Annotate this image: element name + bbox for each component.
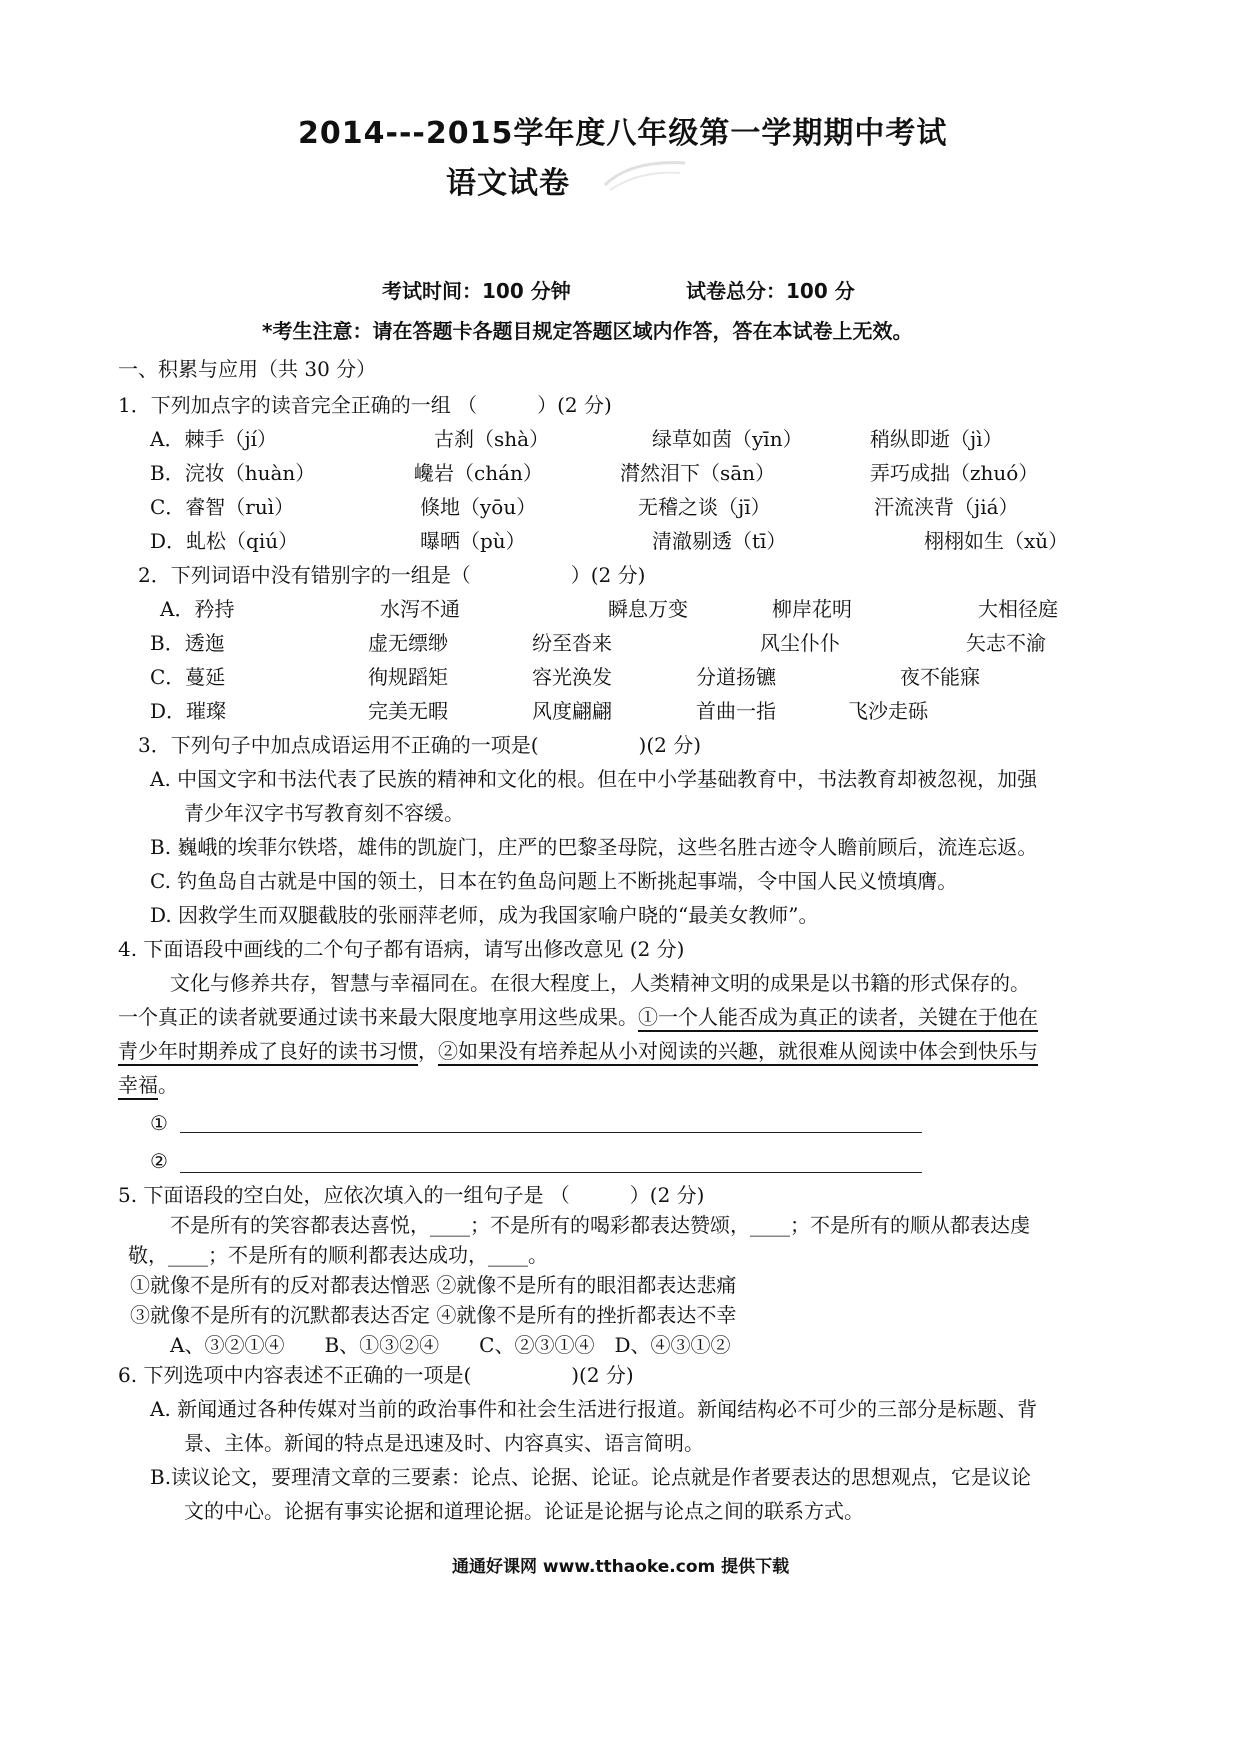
q2-option: 完美无暇 xyxy=(368,699,448,723)
question-1-stem: 1．下列加点字的读音完全正确的一组 （ ）(2 分) xyxy=(118,393,612,417)
q5-passage-line-2: 敬，____；不是所有的顺利都表达成功，____。 xyxy=(128,1243,548,1267)
q2-option: 风度翩翩 xyxy=(532,699,612,723)
q1-option: 无稽之谈（jī） xyxy=(638,495,771,519)
exam-notice: *考生注意：请在答题卡各题目规定答题区域内作答，答在本试卷上无效。 xyxy=(262,319,913,343)
q4-answer-line-1[interactable] xyxy=(180,1132,922,1133)
q2-option: 虚无缥缈 xyxy=(368,631,448,655)
q4-answer-line-2[interactable] xyxy=(180,1172,922,1173)
q4-passage-line-4 xyxy=(118,1070,178,1100)
q1-option: 潸然泪下（sān） xyxy=(620,461,776,485)
question-6-stem: 6. 下列选项中内容表述不正确的一项是( )(2 分) xyxy=(118,1363,634,1387)
q4-passage-line-2 xyxy=(118,1002,1038,1032)
q2-option: 水泻不通 xyxy=(380,597,460,621)
q1-option: 汗流浃背（jiá） xyxy=(874,495,1019,519)
q6-option-b-cont: 文的中心。论据有事实论据和道理论据。论证是论据与论点之间的联系方式。 xyxy=(184,1499,864,1523)
question-4-stem: 4. 下面语段中画线的二个句子都有语病，请写出修改意见 (2 分) xyxy=(118,937,685,961)
q4-comma: ， xyxy=(418,1039,438,1063)
q4-answer-mark-1: ① xyxy=(150,1111,168,1135)
q2-option: 风尘仆仆 xyxy=(760,631,840,655)
q2-option: 瞬息万变 xyxy=(608,597,688,621)
question-2-stem: 2．下列词语中没有错别字的一组是（ ）(2 分) xyxy=(138,563,646,587)
q2-option: B．透迤 xyxy=(150,631,225,655)
q3-option-c: C. 钓鱼岛自古就是中国的领土，日本在钓鱼岛问题上不断挑起事端，令中国人民义愤填膺。 xyxy=(150,869,958,893)
q1-option: 稍纵即逝（jì） xyxy=(870,427,1003,451)
exam-time: 考试时间：100 分钟 xyxy=(382,279,571,303)
q1-option: D．虬松（qiú） xyxy=(150,529,299,553)
q1-option: 弄巧成拙（zhuó） xyxy=(870,461,1039,485)
q4-underlined-sentence-1-end: 青少年时期养成了良好的读书习惯 xyxy=(118,1039,418,1063)
q2-option: 夜不能寐 xyxy=(900,665,980,689)
q2-option: 首曲一指 xyxy=(696,699,776,723)
q2-option: 分道扬镳 xyxy=(696,665,776,689)
q4-underlined-sentence-2-end: 幸福 xyxy=(118,1073,158,1097)
q5-sentence-options-2: ③就像不是所有的沉默都表达否定 ④就像不是所有的挫折都表达不幸 xyxy=(130,1303,737,1327)
q3-option-a-cont: 青少年汉字书写教育刻不容缓。 xyxy=(184,801,464,825)
q1-option: C．睿智（ruì） xyxy=(150,495,295,519)
footer-download-text: 通通好课网 www.tthaoke.com 提供下载 xyxy=(452,1557,790,1577)
exam-subtitle: 语文试卷 xyxy=(446,166,570,201)
q2-option: A．矜持 xyxy=(160,597,235,621)
question-3-stem: 3．下列句子中加点成语运用不正确的一项是( )(2 分) xyxy=(138,733,702,757)
q1-option: 巉岩（chán） xyxy=(414,461,543,485)
q2-option: 纷至沓来 xyxy=(532,631,612,655)
q2-option: C．蔓延 xyxy=(150,665,226,689)
q4-passage-line-3 xyxy=(118,1036,1038,1066)
q6-option-a: A. 新闻通过各种传媒对当前的政治事件和社会生活进行报道。新闻结构必不可少的三部分是标题、背 xyxy=(150,1397,1038,1421)
q5-sentence-options-1: ①就像不是所有的反对都表达憎恶 ②就像不是所有的眼泪都表达悲痛 xyxy=(130,1273,737,1297)
q4-passage-text: 一个真正的读者就要通过读书来最大限度地享用这些成果。 xyxy=(118,1005,638,1029)
q1-option: 曝晒（pù） xyxy=(420,529,526,553)
q3-option-b: B. 巍峨的埃菲尔铁塔，雄伟的凯旋门，庄严的巴黎圣母院，这些名胜古迹令人瞻前顾后，流连忘返。 xyxy=(150,835,1038,859)
q1-option: A．棘手（jí） xyxy=(150,427,278,451)
q1-option: 栩栩如生（xǔ） xyxy=(924,529,1069,553)
q3-option-a: A. 中国文字和书法代表了民族的精神和文化的根。但在中小学基础教育中，书法教育却被忽视，加强 xyxy=(150,767,1038,791)
q6-option-b: B.读议论文，要理清文章的三要素：论点、论据、论证。论点就是作者要表达的思想观点，它是议论 xyxy=(150,1465,1032,1489)
q1-option: 清澈剔透（tī） xyxy=(652,529,787,553)
q4-underlined-sentence-1: ①一个人能否成为真正的读者，关键在于他在 xyxy=(638,1005,1038,1029)
q3-option-d: D. 因救学生而双腿截肢的张丽萍老师，成为我国家喻户晓的“最美女教师”。 xyxy=(150,903,819,927)
q4-underlined-sentence-2: ②如果没有培养起从小对阅读的兴趣，就很难从阅读中体会到快乐与 xyxy=(438,1039,1038,1063)
q2-option: 大相径庭 xyxy=(978,597,1058,621)
q2-option: 容光涣发 xyxy=(532,665,612,689)
exam-total-score: 试卷总分：100 分 xyxy=(686,279,855,303)
section-heading: 一、积累与应用（共 30 分） xyxy=(118,357,377,381)
q5-passage-line-1: 不是所有的笑容都表达喜悦，____；不是所有的喝彩都表达赞颂，____；不是所有的顺从都表达虔 xyxy=(170,1213,1030,1237)
question-5-stem: 5. 下面语段的空白处，应依次填入的一组句子是 （ ）(2 分) xyxy=(118,1183,705,1207)
q2-option: 徇规蹈矩 xyxy=(368,665,448,689)
q1-option: B．浣妆（huàn） xyxy=(150,461,316,485)
q1-option: 倏地（yōu） xyxy=(420,495,537,519)
q5-answer-choices: A、③②①④ B、①③②④ C、②③①④ D、④③①② xyxy=(170,1333,731,1357)
exam-title: 2014---2015学年度八年级第一学期期中考试 xyxy=(298,116,948,151)
q4-period: 。 xyxy=(158,1073,178,1097)
q2-option: 矢志不渝 xyxy=(966,631,1046,655)
q2-option: 柳岸花明 xyxy=(772,597,852,621)
q4-passage-line-1: 文化与修养共存，智慧与幸福同在。在很大程度上，人类精神文明的成果是以书籍的形式保存的。 xyxy=(170,971,1030,995)
q2-option: 飞沙走砾 xyxy=(848,699,928,723)
q1-option: 古刹（shà） xyxy=(434,427,550,451)
q2-option: D．璀璨 xyxy=(150,699,227,723)
q4-answer-mark-2: ② xyxy=(150,1149,168,1173)
q6-option-a-cont: 景、主体。新闻的特点是迅速及时、内容真实、语言简明。 xyxy=(184,1431,704,1455)
q1-option: 绿草如茵（yīn） xyxy=(652,427,803,451)
watermark-logo-icon xyxy=(600,155,690,195)
